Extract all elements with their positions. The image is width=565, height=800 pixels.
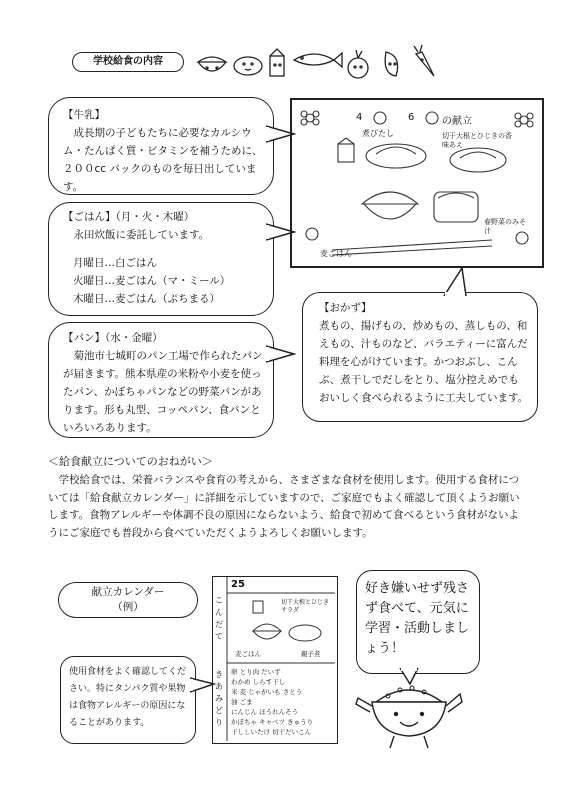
menu-illustration bbox=[290, 98, 544, 268]
side-dish-plate-icon bbox=[289, 625, 321, 641]
milk-heading: 【牛乳】 bbox=[63, 109, 105, 121]
salad-plate-icon bbox=[450, 148, 506, 172]
bread-bubble-tail bbox=[266, 344, 296, 366]
milk-carton-icon bbox=[338, 138, 354, 162]
rice-intro: 永田炊飯に委託しています。 bbox=[63, 229, 210, 241]
calendar-dish-label: 麦ごはん bbox=[235, 650, 261, 658]
rice-bowl-icon bbox=[253, 624, 281, 639]
menu-item-label: 春野菜のみそ汁 bbox=[484, 218, 526, 235]
milk-carton-icon bbox=[253, 601, 263, 613]
rice-bowl-icon bbox=[362, 192, 418, 219]
request-heading: ＜給食献立についてのおねがい＞ bbox=[48, 455, 213, 468]
calendar-label-title: 献立カレンダー bbox=[91, 586, 165, 598]
fish-icon bbox=[294, 53, 342, 67]
calendar-dish-label: 切干大根とひじきサラダ bbox=[281, 599, 330, 614]
vegetable-icon bbox=[348, 50, 368, 78]
bread-icon bbox=[234, 57, 262, 75]
menu-item-label: 切干大根とひじきの香味あえ bbox=[442, 132, 512, 149]
calendar-ingredients: 卵 とり肉 だいず わかめ しらす干し 米 麦 じゃがいも さとう 油 ごま にんじん ほうれんそう かぼちゃ キャベツ きゅうり 干ししいたけ 切干だいこん bbox=[231, 668, 314, 736]
side-dish-plate-icon bbox=[366, 144, 426, 168]
calendar-sample bbox=[212, 576, 338, 744]
menu-date-day: 6 bbox=[408, 112, 415, 123]
side-bubble-tail bbox=[440, 268, 470, 296]
side-body: 煮もの、揚げもの、炒めもの、蒸しもの、和えもの、汁ものなど、バラエティーに富んだ料理を心がけています。かつおぶし、こんぶ、煮干しでだしをとり、塩分控えめでもおいしく食べられるように工夫しています。 bbox=[319, 320, 529, 404]
rice-day-3: 木曜日…麦ごはん（ぷちまる） bbox=[73, 293, 220, 305]
flower-icon bbox=[515, 113, 533, 127]
request-body: 学校給食では、栄養バランスや食育の考えから、さまざまな食材を使用します。使用する食材については「給食献立カレンダー」に詳細を示していますので、ご家庭でもよく確認して頂くようお願いします。食物アレルギーや体調不良の原因にならないよう、給食で初めて食べるという食材がないようにご家庭でも普段から食べていただくようよろしくお願いします。 bbox=[48, 474, 520, 539]
chopsticks-icon bbox=[332, 240, 492, 255]
calendar-note-bubble: 使用食材をよく確認してください。特にタンパク質や果物は食物アレルギーの原因になることがあります。 bbox=[60, 656, 196, 744]
side-dish-bubble bbox=[302, 292, 538, 422]
calendar-side-label-2: き あ み ど り bbox=[215, 670, 223, 727]
side-heading: 【おかず】 bbox=[319, 302, 372, 314]
menu-item-label: 煮びたし bbox=[362, 129, 394, 138]
flower-icon bbox=[301, 111, 319, 125]
calendar-day-number: 25 bbox=[231, 579, 245, 590]
calendar-label-sub: （例） bbox=[112, 601, 144, 613]
bread-bubble bbox=[48, 322, 274, 438]
food-illustration-strip bbox=[190, 42, 450, 82]
calendar-dish-label: 親子煮 bbox=[301, 650, 321, 658]
milk-body: 成長期の子どもたちに必要なカルシウム・たんぱく質・ビタミンを補うために、 ２００cc パックのものを毎日出しています。 bbox=[63, 127, 263, 193]
milk-carton-icon bbox=[270, 49, 284, 76]
page-title: 学校給食の内容 bbox=[72, 52, 184, 72]
calendar-label bbox=[58, 582, 198, 618]
rice-day-1: 月曜日…白ごはん bbox=[73, 257, 157, 269]
menu-heading: の献立 bbox=[442, 116, 472, 127]
eggplant-icon bbox=[385, 52, 398, 76]
menu-item-label: 麦ごはん bbox=[320, 249, 352, 258]
request-section bbox=[48, 454, 528, 542]
soup-bowl-icon bbox=[434, 192, 478, 222]
bread-body: 菊池市七城町のパン工場で作られたパンが届きます。熊本県産の米粉や小麦を使ったパン、かぼちゃパンなどの野菜パンがあります。形も丸型、コッペパン、食パンといろいろあります。 bbox=[63, 350, 263, 434]
milk-bubble bbox=[48, 97, 274, 195]
bread-heading: 【パン】（水・金曜） bbox=[63, 332, 163, 344]
carrot-icon bbox=[414, 45, 434, 76]
rice-bowl-icon bbox=[198, 57, 226, 71]
cheer-bubble: 好き嫌いせず残さず食べて、元気に学習・活動しましょう！ bbox=[356, 570, 480, 674]
rice-heading: 【ごはん】（月・火・木曜） bbox=[63, 211, 195, 223]
rice-bowl-mascot-icon bbox=[354, 672, 464, 750]
rice-day-2: 火曜日…麦ごはん（マ・ミール） bbox=[73, 275, 231, 287]
menu-date-month: 4 bbox=[356, 112, 363, 123]
rice-bubble bbox=[48, 202, 274, 316]
calendar-side-label: こ ん だ て bbox=[215, 596, 223, 641]
